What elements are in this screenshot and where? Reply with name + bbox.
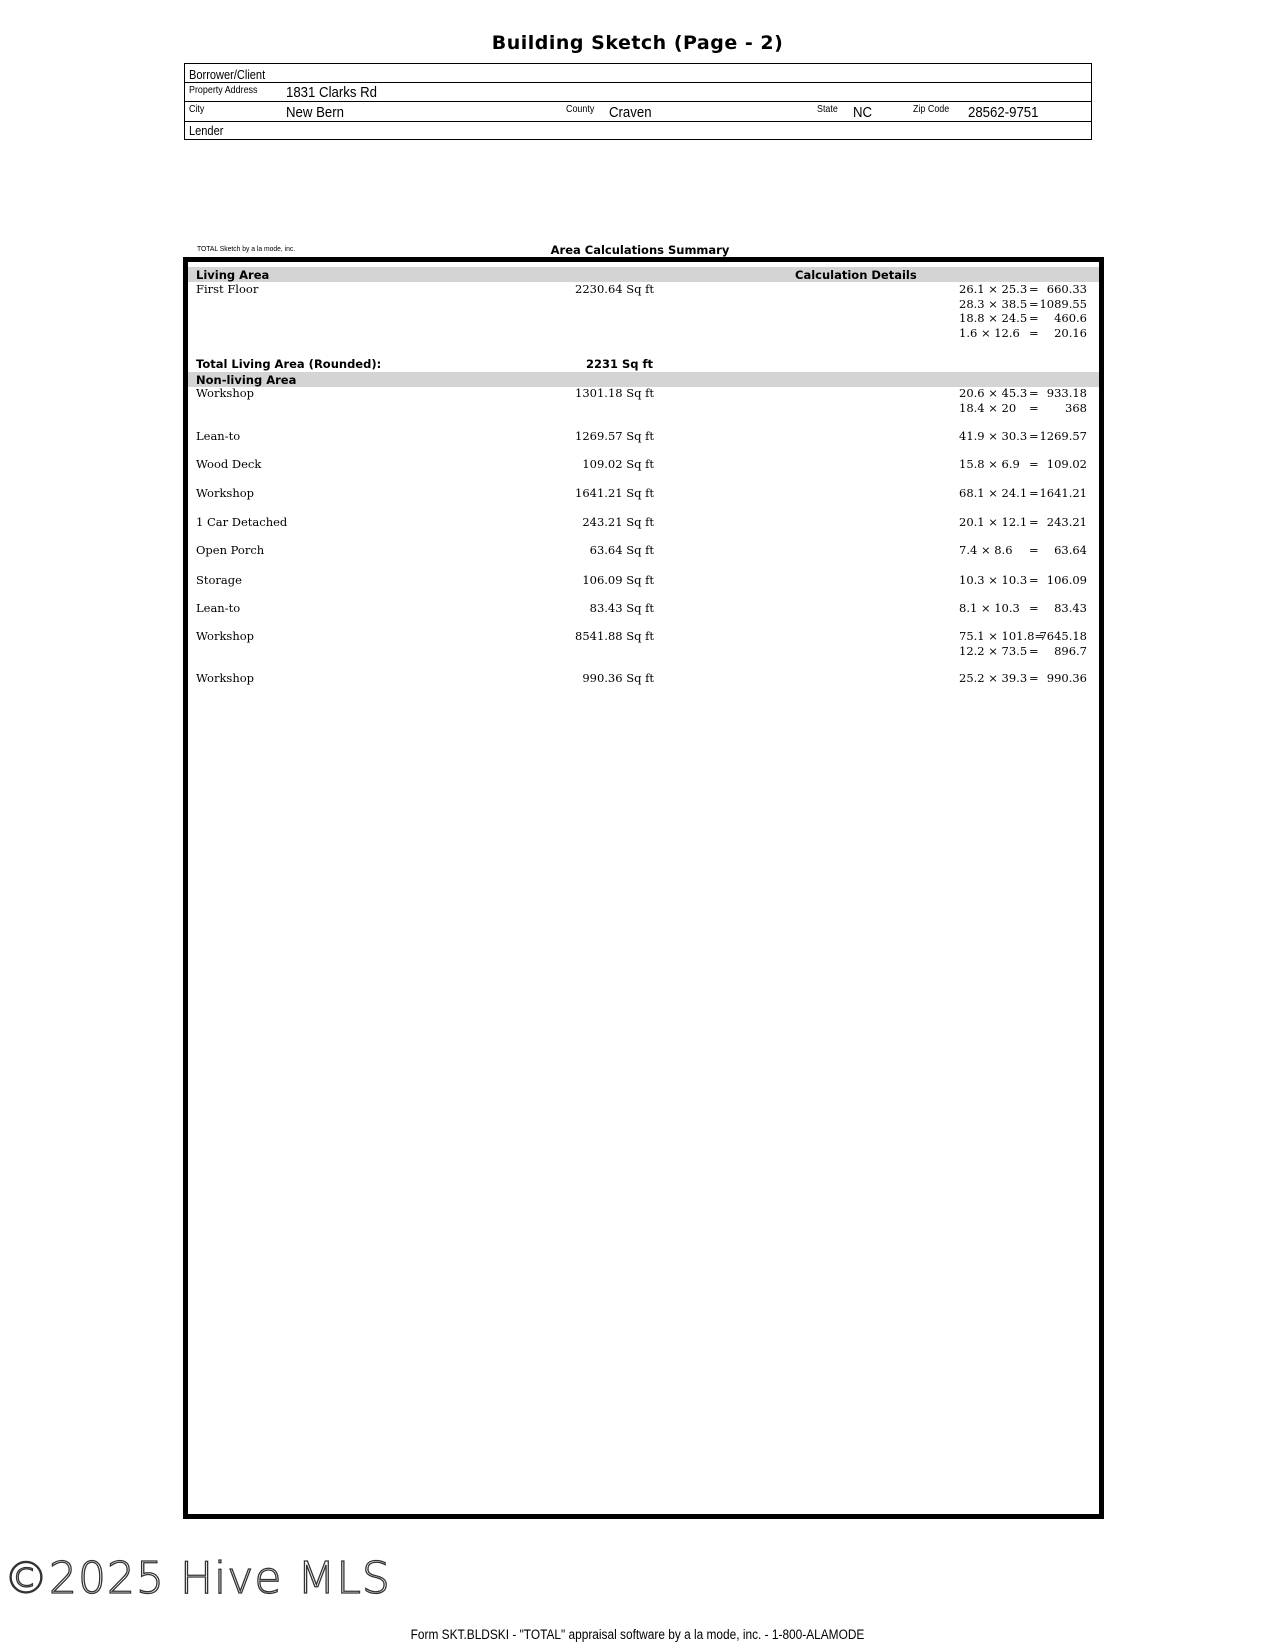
calc-result: 1269.57 bbox=[1039, 429, 1087, 443]
total-living-value: 2231 Sq ft bbox=[586, 357, 654, 371]
calculation-line bbox=[959, 644, 1087, 659]
calc-equals: = bbox=[1029, 311, 1039, 325]
calc-result: 990.36 bbox=[1046, 671, 1087, 685]
area-calculations-box bbox=[183, 257, 1104, 1519]
city-label: City bbox=[189, 103, 205, 115]
calculation-line bbox=[959, 543, 1087, 558]
area-name: First Floor bbox=[196, 282, 259, 296]
nonliving-area-label: Non-living Area bbox=[196, 373, 297, 387]
calc-result: 460.6 bbox=[1054, 311, 1087, 325]
calc-equals: = bbox=[1029, 282, 1039, 296]
calculation-line bbox=[959, 311, 1087, 326]
calc-result: 368 bbox=[1065, 400, 1087, 415]
county-label: County bbox=[566, 103, 595, 115]
area-value: 1301.18 Sq ft bbox=[575, 386, 654, 400]
living-area-header bbox=[188, 267, 1099, 282]
calc-formula: 68.1 × 24.1 bbox=[959, 486, 1028, 500]
total-living-label: Total Living Area (Rounded): bbox=[196, 357, 382, 371]
calc-formula: 1.6 × 12.6 bbox=[959, 325, 1020, 340]
area-value: 8541.88 Sq ft bbox=[575, 629, 654, 643]
calculation-line bbox=[959, 629, 1087, 644]
calculation-line bbox=[959, 601, 1087, 616]
summary-title: Area Calculations Summary bbox=[550, 243, 730, 257]
watermark: ©2025 Hive MLS bbox=[4, 1553, 391, 1604]
calc-equals: = bbox=[1029, 573, 1039, 587]
borrower-row bbox=[185, 64, 1091, 83]
calc-equals: = bbox=[1029, 296, 1039, 311]
calc-formula: 28.3 × 38.5 bbox=[959, 296, 1028, 311]
area-value: 83.43 Sq ft bbox=[589, 601, 654, 615]
area-value: 1269.57 Sq ft bbox=[575, 429, 654, 443]
area-name: 1 Car Detached bbox=[196, 515, 288, 529]
calc-formula: 20.6 × 45.3 bbox=[959, 386, 1028, 400]
software-credit: TOTAL Sketch by a la mode, inc. bbox=[197, 244, 296, 253]
calc-formula: 41.9 × 30.3 bbox=[959, 429, 1028, 443]
calculation-line bbox=[959, 297, 1087, 312]
area-value: 243.21 Sq ft bbox=[582, 515, 654, 529]
living-area-label: Living Area bbox=[196, 268, 270, 282]
area-name: Workshop bbox=[196, 629, 255, 643]
zip-value: 28562-9751 bbox=[968, 104, 1039, 121]
calc-formula: 8.1 × 10.3 bbox=[959, 601, 1020, 615]
calc-equals: = bbox=[1029, 457, 1039, 471]
area-name: Wood Deck bbox=[196, 457, 262, 471]
calculation-line bbox=[959, 486, 1087, 501]
area-name: Storage bbox=[196, 573, 242, 587]
calc-result: 1089.55 bbox=[1039, 296, 1087, 311]
county-value: Craven bbox=[609, 104, 652, 121]
area-value: 63.64 Sq ft bbox=[589, 543, 654, 557]
calculation-line bbox=[959, 515, 1087, 530]
property-info-table bbox=[184, 63, 1092, 140]
location-row bbox=[185, 101, 1091, 122]
calc-formula: 26.1 × 25.3 bbox=[959, 282, 1028, 296]
lender-label: Lender bbox=[189, 123, 224, 138]
calc-equals: = bbox=[1029, 543, 1039, 557]
calculation-line bbox=[959, 386, 1087, 401]
calc-equals: = bbox=[1029, 400, 1039, 415]
calc-result: 20.16 bbox=[1054, 325, 1087, 340]
calculation-line bbox=[959, 282, 1087, 297]
calc-result: 1641.21 bbox=[1039, 486, 1087, 500]
calc-result: 7645.18 bbox=[1039, 629, 1087, 643]
zip-label: Zip Code bbox=[913, 103, 950, 115]
calc-equals: = bbox=[1029, 325, 1039, 340]
calc-formula: 15.8 × 6.9 bbox=[959, 457, 1020, 471]
area-value: 990.36 Sq ft bbox=[582, 671, 654, 685]
calc-formula: 7.4 × 8.6 bbox=[959, 543, 1013, 557]
area-name: Workshop bbox=[196, 486, 255, 500]
area-name: Open Porch bbox=[196, 543, 265, 557]
calc-formula: 20.1 × 12.1 bbox=[959, 515, 1028, 529]
address-row bbox=[185, 82, 1091, 102]
area-name: Lean-to bbox=[196, 601, 241, 615]
nonliving-area-header bbox=[188, 372, 1099, 387]
address-value: 1831 Clarks Rd bbox=[286, 84, 377, 101]
calc-formula: 18.8 × 24.5 bbox=[959, 311, 1028, 325]
calc-equals: = bbox=[1029, 601, 1039, 615]
calc-result: 83.43 bbox=[1054, 601, 1087, 615]
calculation-line bbox=[959, 573, 1087, 588]
calc-result: 63.64 bbox=[1054, 543, 1087, 557]
calculation-line bbox=[959, 457, 1087, 472]
calc-result: 933.18 bbox=[1046, 386, 1087, 400]
area-name: Lean-to bbox=[196, 429, 241, 443]
calc-result: 660.33 bbox=[1046, 282, 1087, 296]
area-name: Workshop bbox=[196, 671, 255, 685]
calc-equals: = bbox=[1029, 486, 1039, 500]
calc-result: 243.21 bbox=[1046, 515, 1087, 529]
calc-formula: 18.4 × 20 bbox=[959, 400, 1017, 415]
calculation-line bbox=[959, 401, 1087, 416]
area-value: 2230.64 Sq ft bbox=[575, 282, 654, 296]
area-value: 1641.21 Sq ft bbox=[575, 486, 654, 500]
city-value: New Bern bbox=[286, 104, 344, 121]
area-value: 109.02 Sq ft bbox=[582, 457, 654, 471]
calc-result: 109.02 bbox=[1046, 457, 1087, 471]
calc-formula: 25.2 × 39.3 bbox=[959, 671, 1028, 685]
calc-formula: 12.2 × 73.5 bbox=[959, 643, 1028, 658]
calculation-details-label: Calculation Details bbox=[795, 268, 917, 282]
state-value: NC bbox=[853, 104, 873, 121]
calculation-line bbox=[959, 326, 1087, 341]
calculation-line bbox=[959, 671, 1087, 686]
area-value: 106.09 Sq ft bbox=[582, 573, 654, 587]
footer: Form SKT.BLDSKI - "TOTAL" appraisal software by a la mode, inc. - 1-800-ALAMODE bbox=[410, 1627, 865, 1642]
calc-equals: = bbox=[1029, 515, 1039, 529]
borrower-label: Borrower/Client bbox=[189, 67, 266, 82]
calc-equals: = bbox=[1029, 643, 1039, 658]
page-title: Building Sketch (Page - 2) bbox=[491, 32, 784, 54]
area-name: Workshop bbox=[196, 386, 255, 400]
calc-result: 896.7 bbox=[1054, 643, 1087, 658]
state-label: State bbox=[817, 103, 838, 115]
calc-equals: = bbox=[1029, 671, 1039, 685]
lender-row bbox=[185, 121, 1091, 139]
calculation-line bbox=[959, 429, 1087, 444]
calc-formula: 10.3 × 10.3 bbox=[959, 573, 1028, 587]
calc-equals: = bbox=[1029, 386, 1039, 400]
calc-equals: = bbox=[1029, 429, 1039, 443]
address-label: Property Address bbox=[189, 84, 258, 96]
calc-formula: 75.1 × 101.8= bbox=[959, 629, 1045, 643]
calc-result: 106.09 bbox=[1046, 573, 1087, 587]
